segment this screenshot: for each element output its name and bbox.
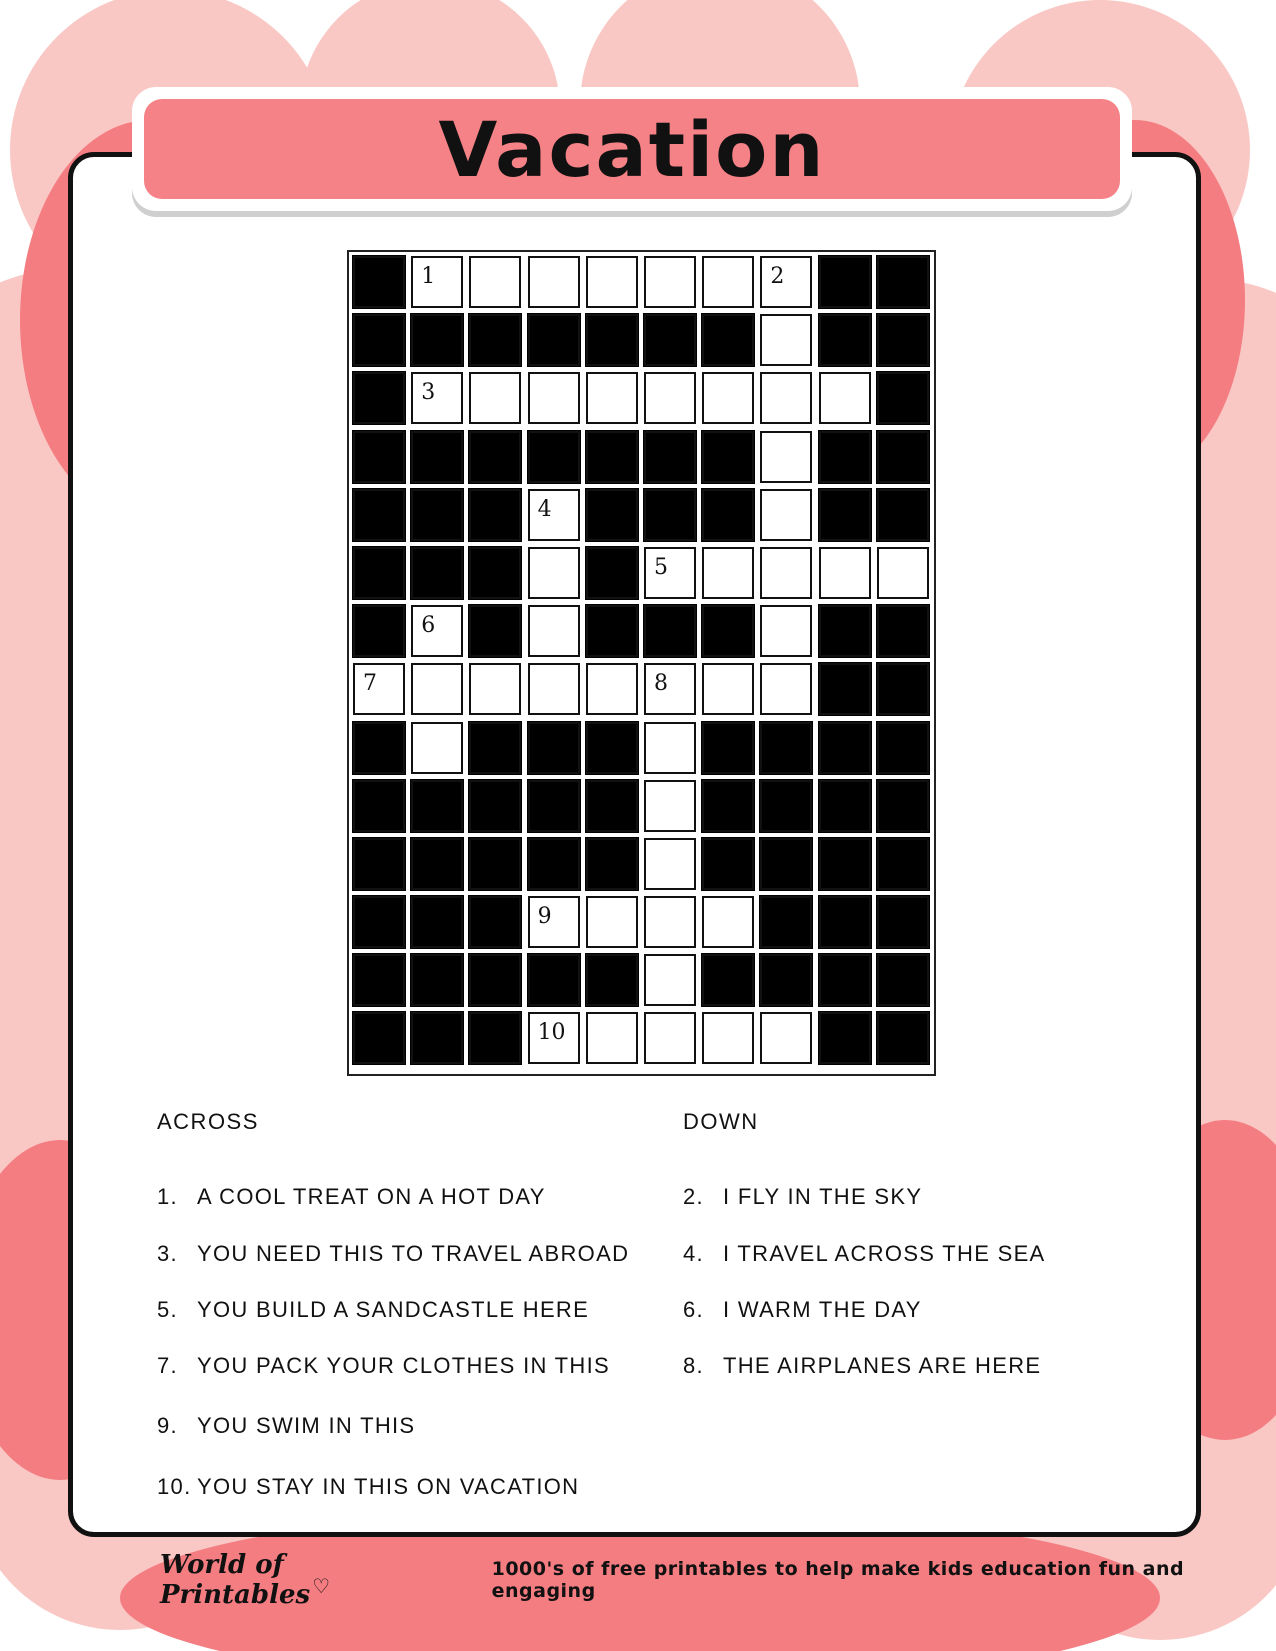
answer-cell[interactable]	[702, 547, 754, 599]
answer-cell[interactable]	[469, 256, 521, 308]
blocked-cell	[469, 722, 521, 774]
answer-cell[interactable]	[528, 1012, 580, 1064]
blocked-cell	[877, 663, 929, 715]
answer-cell[interactable]	[819, 372, 871, 424]
across-heading: ACROSS	[157, 1109, 259, 1134]
answer-cell[interactable]	[411, 663, 463, 715]
answer-cell[interactable]	[353, 663, 405, 715]
blocked-cell	[877, 314, 929, 366]
blocked-cell	[877, 605, 929, 657]
blocked-cell	[644, 314, 696, 366]
answer-cell[interactable]	[586, 256, 638, 308]
blocked-cell	[469, 314, 521, 366]
blocked-cell	[586, 489, 638, 541]
blocked-cell	[819, 838, 871, 890]
clue-number: 6	[421, 613, 436, 639]
blocked-cell	[760, 780, 812, 832]
blocked-cell	[353, 1012, 405, 1064]
blocked-cell	[702, 431, 754, 483]
answer-cell[interactable]	[760, 314, 812, 366]
blocked-cell	[877, 896, 929, 948]
blocked-cell	[586, 314, 638, 366]
blocked-cell	[353, 314, 405, 366]
blocked-cell	[586, 722, 638, 774]
across-clue: 7. YOU PACK YOUR CLOTHES IN THIS	[157, 1353, 610, 1378]
blocked-cell	[411, 838, 463, 890]
blocked-cell	[469, 547, 521, 599]
blocked-cell	[760, 896, 812, 948]
blocked-cell	[819, 954, 871, 1006]
across-clue: 10. YOU STAY IN THIS ON VACATION	[157, 1474, 580, 1499]
footer	[160, 1550, 1276, 1610]
clue-number: 5	[653, 554, 668, 580]
blocked-cell	[411, 431, 463, 483]
answer-cell[interactable]	[586, 663, 638, 715]
blocked-cell	[702, 314, 754, 366]
answer-cell[interactable]	[644, 722, 696, 774]
answer-cell[interactable]	[760, 1012, 812, 1064]
answer-cell[interactable]	[760, 605, 812, 657]
answer-cell[interactable]	[469, 663, 521, 715]
blocked-cell	[877, 256, 929, 308]
blocked-cell	[819, 663, 871, 715]
blocked-cell	[353, 605, 405, 657]
blocked-cell	[819, 489, 871, 541]
blocked-cell	[586, 431, 638, 483]
blocked-cell	[353, 372, 405, 424]
answer-cell[interactable]	[760, 663, 812, 715]
blocked-cell	[528, 838, 580, 890]
blocked-cell	[819, 314, 871, 366]
answer-cell[interactable]	[760, 431, 812, 483]
blocked-cell	[353, 722, 405, 774]
blocked-cell	[819, 896, 871, 948]
answer-cell[interactable]	[702, 896, 754, 948]
blocked-cell	[353, 489, 405, 541]
blocked-cell	[353, 256, 405, 308]
blocked-cell	[411, 314, 463, 366]
title-banner	[132, 87, 1132, 211]
clue-number: 9	[537, 904, 552, 930]
blocked-cell	[760, 838, 812, 890]
blocked-cell	[702, 489, 754, 541]
blocked-cell	[586, 838, 638, 890]
answer-cell[interactable]	[528, 663, 580, 715]
blocked-cell	[469, 1012, 521, 1064]
clue-number: 8	[653, 671, 668, 697]
blocked-cell	[469, 954, 521, 1006]
blocked-cell	[644, 605, 696, 657]
blocked-cell	[644, 489, 696, 541]
across-clue: 1. A COOL TREAT ON A HOT DAY	[157, 1184, 546, 1209]
answer-cell[interactable]	[644, 1012, 696, 1064]
blocked-cell	[353, 838, 405, 890]
blocked-cell	[877, 838, 929, 890]
answer-cell[interactable]	[644, 954, 696, 1006]
answer-cell[interactable]	[760, 372, 812, 424]
crossword-grid	[347, 250, 936, 1076]
answer-cell[interactable]	[644, 896, 696, 948]
blocked-cell	[819, 256, 871, 308]
blocked-cell	[760, 954, 812, 1006]
answer-cell[interactable]	[702, 372, 754, 424]
blocked-cell	[353, 431, 405, 483]
answer-cell[interactable]	[528, 605, 580, 657]
title-bar	[144, 99, 1120, 199]
blocked-cell	[702, 722, 754, 774]
answer-cell[interactable]	[586, 372, 638, 424]
answer-cell[interactable]	[528, 896, 580, 948]
blocked-cell	[469, 489, 521, 541]
blocked-cell	[877, 489, 929, 541]
answer-cell[interactable]	[411, 372, 463, 424]
footer-tagline: 1000's of free printables to help make kids education fun and engaging	[491, 1558, 1185, 1602]
answer-cell[interactable]	[469, 372, 521, 424]
blocked-cell	[877, 722, 929, 774]
blocked-cell	[877, 780, 929, 832]
blocked-cell	[819, 722, 871, 774]
blocked-cell	[469, 838, 521, 890]
blocked-cell	[353, 780, 405, 832]
down-clue: 6. I WARM THE DAY	[683, 1297, 922, 1322]
page-title: Vacation	[438, 104, 826, 194]
across-clue: 5. YOU BUILD A SANDCASTLE HERE	[157, 1297, 590, 1322]
blocked-cell	[702, 605, 754, 657]
blocked-cell	[702, 954, 754, 1006]
answer-cell[interactable]	[528, 489, 580, 541]
answer-cell[interactable]	[411, 722, 463, 774]
blocked-cell	[819, 780, 871, 832]
answer-cell[interactable]	[702, 1012, 754, 1064]
blocked-cell	[644, 431, 696, 483]
blocked-cell	[353, 954, 405, 1006]
blocked-cell	[819, 605, 871, 657]
answer-cell[interactable]	[586, 1012, 638, 1064]
blocked-cell	[528, 954, 580, 1006]
clue-number: 10	[537, 1020, 566, 1046]
down-heading: DOWN	[683, 1109, 759, 1134]
blocked-cell	[586, 780, 638, 832]
blocked-cell	[353, 896, 405, 948]
answer-cell[interactable]	[528, 547, 580, 599]
blocked-cell	[411, 896, 463, 948]
blocked-cell	[760, 722, 812, 774]
heart-icon: ♡	[312, 1574, 331, 1598]
blocked-cell	[411, 954, 463, 1006]
blocked-cell	[469, 431, 521, 483]
blocked-cell	[528, 431, 580, 483]
blocked-cell	[469, 605, 521, 657]
clue-number: 2	[770, 264, 785, 289]
answer-cell[interactable]	[702, 663, 754, 715]
answer-cell[interactable]	[760, 547, 812, 599]
answer-cell[interactable]	[702, 256, 754, 308]
blocked-cell	[528, 722, 580, 774]
answer-cell[interactable]	[644, 256, 696, 308]
answer-cell[interactable]	[760, 256, 812, 308]
clue-number: 1	[421, 264, 436, 289]
across-clue: 9. YOU SWIM IN THIS	[157, 1413, 416, 1438]
blocked-cell	[411, 780, 463, 832]
answer-cell[interactable]	[528, 372, 580, 424]
blocked-cell	[411, 1012, 463, 1064]
blocked-cell	[586, 547, 638, 599]
answer-cell[interactable]	[644, 372, 696, 424]
answer-cell[interactable]	[411, 605, 463, 657]
brand-logo[interactable]: World of Printables ♡	[160, 1550, 331, 1610]
answer-cell[interactable]	[528, 256, 580, 308]
answer-cell[interactable]	[877, 547, 929, 599]
clue-number: 4	[537, 496, 552, 522]
blocked-cell	[469, 780, 521, 832]
blocked-cell	[819, 431, 871, 483]
blocked-cell	[819, 1012, 871, 1064]
blocked-cell	[586, 605, 638, 657]
blocked-cell	[877, 1012, 929, 1064]
blocked-cell	[411, 547, 463, 599]
answer-cell[interactable]	[819, 547, 871, 599]
down-clue: 4. I TRAVEL ACROSS THE SEA	[683, 1241, 1046, 1266]
answer-cell[interactable]	[586, 896, 638, 948]
answer-cell[interactable]	[760, 489, 812, 541]
blocked-cell	[353, 547, 405, 599]
blocked-cell	[877, 431, 929, 483]
answer-cell[interactable]	[644, 663, 696, 715]
blocked-cell	[586, 954, 638, 1006]
blocked-cell	[469, 896, 521, 948]
blocked-cell	[528, 780, 580, 832]
blocked-cell	[702, 838, 754, 890]
down-clue: 2. I FLY IN THE SKY	[683, 1184, 923, 1209]
answer-cell[interactable]	[644, 780, 696, 832]
blocked-cell	[877, 372, 929, 424]
answer-cell[interactable]	[644, 838, 696, 890]
clue-number: 7	[363, 671, 377, 697]
answer-cell[interactable]	[644, 547, 696, 599]
clue-number: 3	[421, 380, 436, 406]
blocked-cell	[528, 314, 580, 366]
blocked-cell	[877, 954, 929, 1006]
down-clue: 8. THE AIRPLANES ARE HERE	[683, 1353, 1042, 1378]
blocked-cell	[411, 489, 463, 541]
across-clue: 3. YOU NEED THIS TO TRAVEL ABROAD	[157, 1241, 630, 1266]
blocked-cell	[702, 780, 754, 832]
answer-cell[interactable]	[411, 256, 463, 308]
